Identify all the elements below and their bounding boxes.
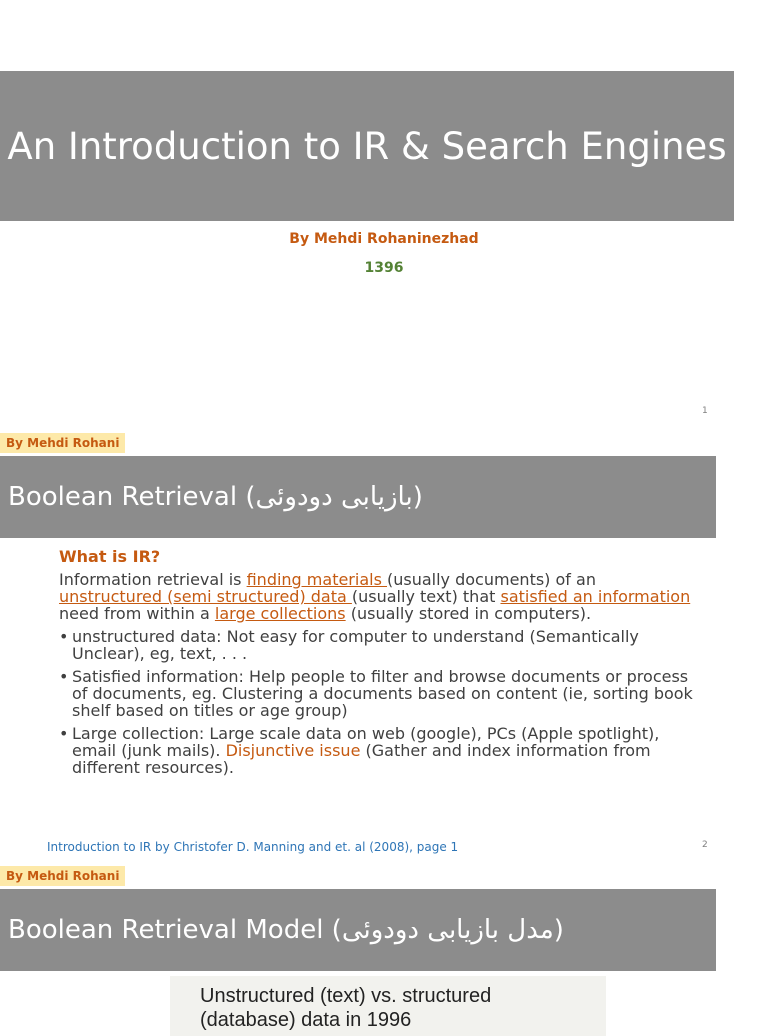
link-finding-materials[interactable]: finding materials — [246, 570, 387, 589]
slide1-title: An Introduction to IR & Search Engines — [0, 71, 734, 221]
slide3-title: Boolean Retrieval Model (مدل بازیابی دودوئی) — [0, 889, 716, 971]
link-large-collections[interactable]: large collections — [214, 604, 346, 623]
slide3-figure: Unstructured (text) vs. structured (database) data in 1996 — [170, 976, 606, 1036]
link-satisfied-information[interactable]: satisfied an information — [500, 587, 691, 606]
slide2-title: Boolean Retrieval (بازیابی دودوئی) — [0, 456, 716, 538]
slide2-bullet-list — [59, 628, 699, 776]
slide2-author-tag: By Mehdi Rohani — [0, 433, 125, 453]
bullet-large-collection: • Large collection: Large scale data on web (google), PCs (Apple spotlight), email (junk mails). Disjunctive issue (Gather and index information from different resources). — [72, 725, 699, 776]
link-unstructured-data[interactable]: unstructured (semi structured) data — [59, 587, 352, 606]
slide2-content — [59, 548, 699, 782]
slide1-author: By Mehdi Rohaninezhad — [289, 231, 479, 247]
slide2-page-number: 2 — [702, 840, 708, 850]
slide3-author-tag: By Mehdi Rohani — [0, 866, 125, 886]
slide1-page-number: 1 — [702, 406, 708, 416]
bullet-unstructured-data: • unstructured data: Not easy for computer to understand (Semantically Unclear), eg, text, . . . — [72, 628, 699, 662]
slide2-reference: Introduction to IR by Christofer D. Manning and et. al (2008), page 1 — [47, 840, 459, 854]
slide2-definition: Information retrieval is finding materials (usually documents) of an unstructured (semi structured) data (usually text) that satisfied an information need from within a large collections (usually stored in computers). — [59, 570, 691, 623]
bullet-satisfied-information: • Satisfied information: Help people to filter and browse documents or process of documents, eg. Clustering a documents based on content (ie, sorting book shelf based on titles or age group) — [72, 668, 699, 719]
slide1-year: 1396 — [364, 260, 404, 276]
slide2-question: What is IR? — [59, 547, 161, 566]
